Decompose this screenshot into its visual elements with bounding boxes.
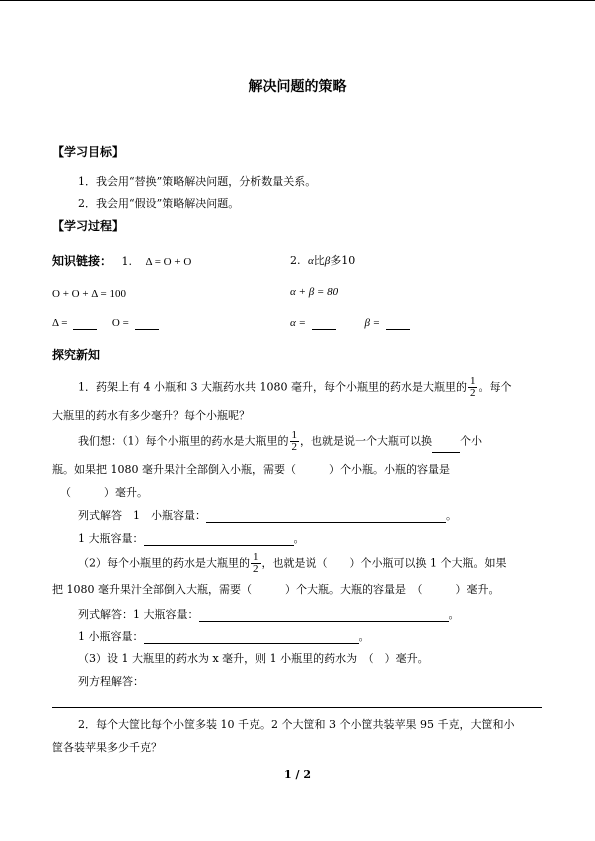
knowledge-p2-more: 多10 [330, 254, 356, 267]
step2-text-b: ，也就是说（ ）个小瓶可以换 1 个大瓶。如果 [261, 556, 507, 570]
page-number: 1 / 2 [284, 768, 311, 781]
step2-text-a: （2）每个小瓶里的药水是大瓶里的 [78, 556, 250, 570]
knowledge-row [52, 254, 191, 269]
question1-line1 [78, 376, 511, 399]
fraction-half: $\frac{1}{2}$ [253, 551, 259, 575]
delta-answer-label: Δ = [52, 317, 68, 329]
think-text-b: ，也就是说一个大瓶可以换 [300, 434, 432, 448]
question1-line2: 大瓶里的药水有多少毫升？每个小瓶呢？ [52, 409, 250, 422]
step2-line2: 把 1080 毫升果汁全部倒入大瓶，需要（ ）个大瓶。大瓶的容量是 （ ）毫升。 [52, 583, 500, 596]
goal-item-1: 1．我会用“替换”策略解决问题，分析数量关系。 [78, 175, 317, 188]
alpha-answer-blank[interactable] [312, 318, 336, 330]
period: 。 [448, 608, 460, 621]
delta-answer-blank[interactable] [73, 318, 97, 330]
period: 。 [446, 509, 457, 522]
step2-line1 [78, 552, 507, 575]
solve1-label: 列式解答 1 小瓶容量： [78, 509, 206, 522]
small2-label: 1 小瓶容量： [78, 630, 144, 643]
o-answer-label: O = [111, 317, 129, 329]
small-bottle-capacity-blank[interactable] [206, 511, 446, 523]
knowledge-p1-number: 1. [121, 255, 133, 268]
question2-line1: 2．每个大筐比每个小筐多装 10 千克。2 个大筐和 3 个小筐共装苹果 95 千克，大筐和小 [78, 718, 515, 731]
small2-row [78, 630, 370, 644]
explore-heading: 探究新知 [52, 348, 101, 362]
page-title: 解决问题的策略 [248, 79, 347, 95]
question1-text-end: 。每个 [478, 380, 512, 394]
knowledge-p2-equation: α + β = 80 [290, 286, 339, 298]
knowledge-label: 知识链接： [52, 254, 113, 268]
small-bottle-capacity-blank-2[interactable] [144, 632, 359, 644]
think-line3: （ ）毫升。 [60, 486, 148, 499]
question1-text: 1．药架上有 4 小瓶和 3 大瓶药水共 1080 毫升，每个小瓶里的药水是大瓶里的 [78, 380, 467, 394]
top-border-line [0, 0, 595, 1]
goals-heading: 【学习目标】 [52, 145, 125, 159]
beta-answer-blank[interactable] [386, 318, 410, 330]
knowledge-p2-compare: 比 [313, 254, 325, 267]
big-bottle-capacity-blank[interactable] [144, 534, 294, 546]
process-heading: 【学习过程】 [52, 219, 125, 233]
divider-line [52, 707, 542, 708]
beta-answer-label: β = [364, 317, 381, 329]
knowledge-p2-row [290, 254, 355, 268]
solve2-row [78, 608, 460, 622]
fraction-half: $\frac{1}{2}$ [469, 375, 476, 399]
alpha-answer-label: α = [290, 317, 306, 329]
equation-label: 列方程解答： [78, 675, 144, 688]
think-line2: 瓶。如果把 1080 毫升果汁全部倒入小瓶，需要（ ）个小瓶。小瓶的容量是 [52, 463, 450, 476]
knowledge-p2-number: 2. [290, 254, 301, 267]
big-bottle-capacity-blank-2[interactable] [199, 610, 449, 622]
knowledge-p1-equation2: O + O + Δ = 100 [52, 288, 126, 300]
solve1-row [78, 509, 457, 523]
question2-line2: 筐各装苹果多少千克？ [52, 741, 162, 754]
think-text-a: 我们想：（1）每个小瓶里的药水是大瓶里的 [78, 434, 289, 448]
o-answer-blank[interactable] [135, 318, 159, 330]
knowledge-p2-answers [290, 316, 410, 330]
step3-line: （3）设 1 大瓶里的药水为 x 毫升，则 1 小瓶里的药水为 （ ）毫升。 [78, 652, 429, 665]
fraction-half: $\frac{1}{2}$ [291, 429, 297, 453]
alpha-symbol: α [308, 255, 314, 267]
knowledge-p1-answers [52, 316, 159, 330]
big1-row [78, 532, 305, 546]
beta-symbol: β [324, 255, 331, 267]
think-line1 [78, 430, 482, 453]
knowledge-p1-equation1: Δ = O + O [145, 256, 192, 268]
solve2-label: 列式解答：1 大瓶容量： [78, 608, 199, 621]
big1-label: 1 大瓶容量： [78, 532, 144, 545]
exchange-count-blank[interactable] [432, 441, 460, 453]
goal-item-2: 2．我会用“假设”策略解决问题。 [78, 197, 240, 210]
think-text-c: 个小 [460, 434, 482, 448]
period: 。 [358, 630, 370, 643]
period: 。 [293, 532, 305, 545]
